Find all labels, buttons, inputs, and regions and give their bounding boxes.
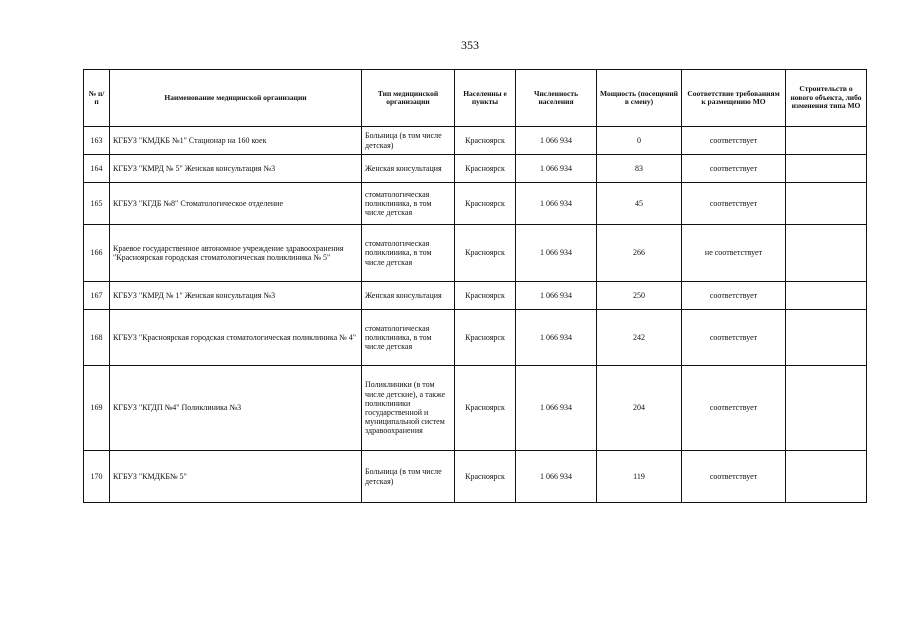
table-header-row xyxy=(84,70,867,127)
population: 1 066 934 xyxy=(516,183,597,225)
capacity: 119 xyxy=(597,451,682,503)
table-row xyxy=(84,127,867,155)
header-compliance: Соответствие требованиям к размещению МО xyxy=(682,70,786,127)
organization-type: стоматологическая поликлиника, в том числе детская xyxy=(362,310,455,366)
organization-name: КГБУЗ "КГДП №4" Поликлиника №3 xyxy=(110,366,362,451)
settlement: Красноярск xyxy=(455,225,516,282)
organization-name: Краевое государственное автономное учреждение здравоохранения "Красноярская городская стоматологическая поликлиника № 5" xyxy=(110,225,362,282)
capacity: 204 xyxy=(597,366,682,451)
row-number: 165 xyxy=(84,183,110,225)
table-row xyxy=(84,282,867,310)
compliance: соответствует xyxy=(682,183,786,225)
population: 1 066 934 xyxy=(516,310,597,366)
population: 1 066 934 xyxy=(516,127,597,155)
construction xyxy=(786,127,867,155)
capacity: 250 xyxy=(597,282,682,310)
settlement: Красноярск xyxy=(455,155,516,183)
header-capacity: Мощность (посещений в смену) xyxy=(597,70,682,127)
capacity: 45 xyxy=(597,183,682,225)
organization-type: стоматологическая поликлиника, в том числе детская xyxy=(362,225,455,282)
construction xyxy=(786,366,867,451)
compliance: соответствует xyxy=(682,127,786,155)
row-number: 167 xyxy=(84,282,110,310)
construction xyxy=(786,183,867,225)
population: 1 066 934 xyxy=(516,282,597,310)
table-row xyxy=(84,451,867,503)
organization-name: КГБУЗ "КМДКБ№ 5" xyxy=(110,451,362,503)
compliance: соответствует xyxy=(682,366,786,451)
table-row xyxy=(84,225,867,282)
construction xyxy=(786,155,867,183)
capacity: 83 xyxy=(597,155,682,183)
capacity: 242 xyxy=(597,310,682,366)
compliance: соответствует xyxy=(682,451,786,503)
settlement: Красноярск xyxy=(455,282,516,310)
construction xyxy=(786,451,867,503)
compliance: соответствует xyxy=(682,155,786,183)
header-construction: Строительств о нового объекта, либо изменения типа МО xyxy=(786,70,867,127)
organization-name: КГБУЗ "КГДБ №8" Стоматологическое отделение xyxy=(110,183,362,225)
settlement: Красноярск xyxy=(455,366,516,451)
construction xyxy=(786,225,867,282)
header-number: № п/п xyxy=(84,70,110,127)
population: 1 066 934 xyxy=(516,155,597,183)
population: 1 066 934 xyxy=(516,225,597,282)
construction xyxy=(786,282,867,310)
capacity: 0 xyxy=(597,127,682,155)
row-number: 164 xyxy=(84,155,110,183)
header-settlements: Населенны е пункты xyxy=(455,70,516,127)
organization-name: КГБУЗ "КМДКБ №1" Стационар на 160 коек xyxy=(110,127,362,155)
compliance: соответствует xyxy=(682,310,786,366)
medical-organizations-table xyxy=(83,69,867,503)
compliance: не соответствует xyxy=(682,225,786,282)
organization-name: КГБУЗ "КМРД № 5" Женская консультация №3 xyxy=(110,155,362,183)
table-row xyxy=(84,310,867,366)
organization-type: Больница (в том числе детская) xyxy=(362,451,455,503)
organization-type: стоматологическая поликлиника, в том числе детская xyxy=(362,183,455,225)
construction xyxy=(786,310,867,366)
row-number: 169 xyxy=(84,366,110,451)
organization-name: КГБУЗ "Красноярская городская стоматологическая поликлиника № 4" xyxy=(110,310,362,366)
capacity: 266 xyxy=(597,225,682,282)
organization-type: Женская консультация xyxy=(362,282,455,310)
table-row xyxy=(84,366,867,451)
row-number: 163 xyxy=(84,127,110,155)
row-number: 166 xyxy=(84,225,110,282)
page-number: 353 xyxy=(461,38,479,52)
organization-name: КГБУЗ "КМРД № 1" Женская консультация №3 xyxy=(110,282,362,310)
organization-type: Больница (в том числе детская) xyxy=(362,127,455,155)
header-organization-type: Тип медицинской организации xyxy=(362,70,455,127)
settlement: Красноярск xyxy=(455,183,516,225)
organization-type: Поликлиники (в том числе детские), а также поликлиники государственной и муниципальной систем здравоохранения xyxy=(362,366,455,451)
table-row xyxy=(84,183,867,225)
organization-type: Женская консультация xyxy=(362,155,455,183)
population: 1 066 934 xyxy=(516,366,597,451)
row-number: 170 xyxy=(84,451,110,503)
header-organization-name: Наименование медицинской организации xyxy=(110,70,362,127)
header-population: Численность населения xyxy=(516,70,597,127)
row-number: 168 xyxy=(84,310,110,366)
settlement: Красноярск xyxy=(455,310,516,366)
table-row xyxy=(84,155,867,183)
population: 1 066 934 xyxy=(516,451,597,503)
settlement: Красноярск xyxy=(455,451,516,503)
settlement: Красноярск xyxy=(455,127,516,155)
compliance: соответствует xyxy=(682,282,786,310)
